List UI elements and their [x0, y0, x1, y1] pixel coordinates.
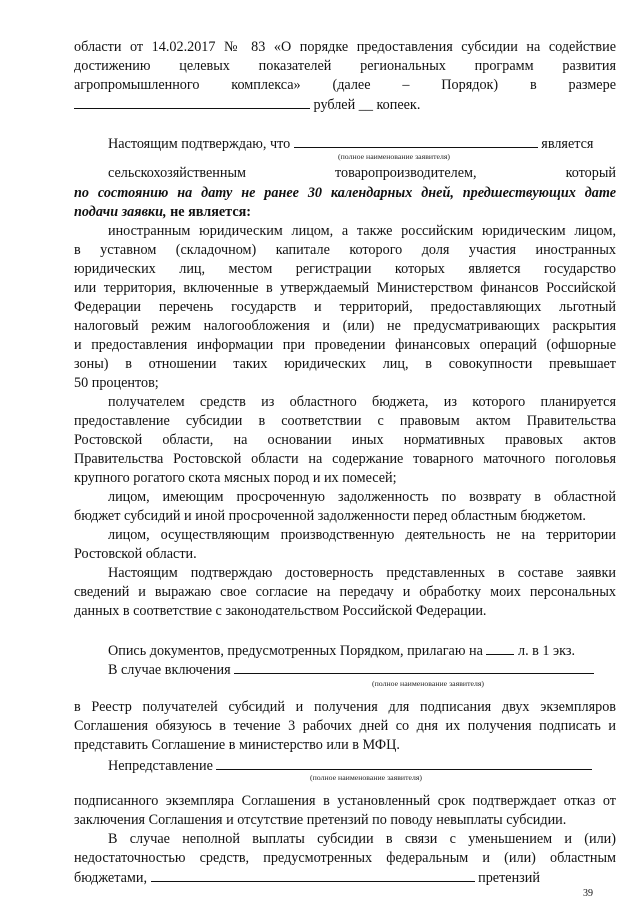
- item4-line-2: Ростовской области.: [74, 546, 197, 562]
- consent-line-2: сведений и выражаю свое согласие на передачу и обработку моих персональных: [74, 584, 616, 600]
- inclusion-line-1: в Реестр получателей субсидий и получения для подписания двух экземпляров: [74, 699, 616, 715]
- item1-line-8: зоны) в отношении таких юридических лиц, в совокупности превышает: [74, 356, 616, 372]
- amount-blank: [74, 95, 310, 109]
- applicant-caption-1: (полное наименование заявителя): [338, 152, 451, 161]
- inclusion-line: [108, 660, 616, 679]
- item4-line-1: лицом, осуществляющим производственную деятельность не на территории: [108, 527, 616, 543]
- item2-line-3: Ростовской области, на основании иных нормативных правовых актов: [74, 432, 616, 448]
- intro-line-4: [74, 95, 616, 114]
- item1-line-6: налоговый режим налогообложения и (или) не предусматривающих раскрытия: [74, 318, 616, 334]
- partial-suffix: претензий: [478, 870, 540, 886]
- item2-line-1: получателем средств из областного бюджета, из которого планируется: [108, 394, 616, 410]
- inventory-prefix: Опись документов, предусмотренных Порядком, прилагаю на: [108, 643, 483, 659]
- item1-line-7: и предоставления информации при проведении финансовых операций (офшорные: [74, 337, 616, 353]
- inclusion-prefix: В случае включения: [108, 662, 231, 678]
- consent-line-3: данных в соответствие с законодательством Российской Федерации.: [74, 603, 487, 619]
- confirm-prefix: Настоящим подтверждаю, что: [108, 136, 291, 152]
- confirm-suffix: является: [541, 136, 594, 152]
- partial-line-2: недостаточностью средств, предусмотренных федеральным и (или) областным: [74, 850, 616, 866]
- partial-line-1: В случае неполной выплаты субсидии в связи с уменьшением и (или): [108, 831, 616, 847]
- confirm-line-3: по состоянию на дату не ранее 30 календарных дней, предшествующих дате: [74, 185, 616, 201]
- intro-line-1: области от 14.02.2017 № 83 «О порядке предоставления субсидии на содействие: [74, 39, 616, 55]
- confirm-line-2: сельскохозяйственным товаропроизводителем, который: [108, 165, 616, 181]
- item1-line-2: в уставном (складочном) капитале которого доля участия иностранных: [74, 242, 616, 258]
- inclusion-line-2: Соглашения обязуюсь в течение 3 рабочих дней со дня их получения подписать и: [74, 718, 616, 734]
- page-number: 39: [583, 888, 593, 899]
- item3-line-2: бюджет субсидий и иной просроченной задолженности перед областным бюджетом.: [74, 508, 586, 524]
- nonsubmission-prefix: Непредставление: [108, 758, 213, 774]
- confirm-date-phrase: подачи заявки,: [74, 204, 167, 220]
- nonsubmission-applicant-blank: [216, 756, 592, 770]
- confirm-line-1: [108, 134, 616, 153]
- partial-line-3: [74, 868, 616, 887]
- item1-line-3: юридических лиц, местом регистрации которых является государство: [74, 261, 616, 277]
- item1-line-5: Федерации перечень государств и территорий, предоставляющих льготный: [74, 299, 616, 315]
- nonsubmission-line-2: заключения Соглашения и отсутствие претензий по поводу невыплаты субсидии.: [74, 812, 567, 828]
- budget-blank: [151, 868, 475, 882]
- applicant-caption-2: (полное наименование заявителя): [372, 679, 485, 688]
- inclusion-line-3: представить Соглашение в министерство или в МФЦ.: [74, 737, 400, 753]
- confirm-not-is: не является:: [166, 204, 252, 220]
- amount-suffix: рублей __ копеек.: [313, 97, 421, 113]
- applicant-name-blank: [294, 134, 538, 148]
- intro-line-2: достижению целевых показателей региональных программ развития: [74, 58, 616, 74]
- item2-line-5: крупного рогатого скота мясных пород и их помесей;: [74, 470, 397, 486]
- nonsubmission-line-1: подписанного экземпляра Соглашения в установленный срок подтверждает отказ от: [74, 793, 616, 809]
- confirm-line-4: [74, 203, 616, 221]
- item3-line-1: лицом, имеющим просроченную задолженность по возврату в областной: [108, 489, 616, 505]
- intro-line-3: агропромышленного комплекса» (далее – Порядок) в размере: [74, 77, 616, 93]
- partial-prefix: бюджетами,: [74, 870, 148, 886]
- sheets-count-blank: [486, 641, 514, 655]
- item2-line-2: предоставление субсидии в соответствии с правовым актом Правительства: [74, 413, 616, 429]
- consent-line-1: Настоящим подтверждаю достоверность представленных в составе заявки: [108, 565, 616, 581]
- inclusion-applicant-blank: [234, 660, 594, 674]
- applicant-caption-3: (полное наименование заявителя): [310, 773, 423, 782]
- item1-line-1: иностранным юридическим лицом, а также российским юридическим лицом,: [108, 223, 616, 239]
- item1-line-9: 50 процентов;: [74, 375, 159, 391]
- item2-line-4: Правительства Ростовской области на содержание товарного маточного поголовья: [74, 451, 616, 467]
- inventory-suffix: л. в 1 экз.: [517, 643, 575, 659]
- item1-line-4: или территория, включенные в утверждаемый Министерством финансов Российской: [74, 280, 616, 296]
- inventory-line: [108, 641, 616, 660]
